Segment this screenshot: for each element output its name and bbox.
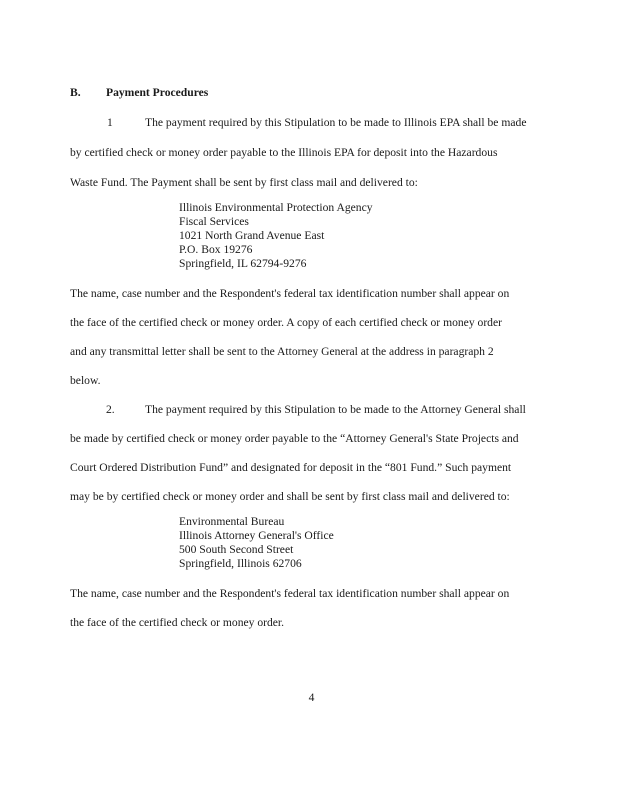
address-line: Springfield, IL 62794-9276 (179, 257, 307, 270)
paragraph-2-number: 2. (106, 403, 115, 416)
paragraph-2-line-4: may be by certified check or money order and shall be sent by first class mail and delivered to: (70, 490, 510, 503)
address-line: Illinois Attorney General's Office (179, 529, 334, 542)
paragraph-1-line-1: The payment required by this Stipulation to be made to Illinois EPA shall be made (145, 116, 527, 129)
paragraph-2-after-line-1: The name, case number and the Respondent's federal tax identification number shall appear on (70, 587, 510, 600)
address-line: Fiscal Services (179, 215, 249, 228)
paragraph-1-after-line-1: The name, case number and the Respondent's federal tax identification number shall appear on (70, 287, 510, 300)
paragraph-2-line-2: be made by certified check or money order payable to the “Attorney General's State Projects and (70, 432, 519, 445)
page-number: 4 (308, 691, 315, 704)
address-line: Environmental Bureau (179, 515, 285, 528)
address-line: 500 South Second Street (179, 543, 294, 556)
paragraph-1-line-2: by certified check or money order payable to the Illinois EPA for deposit into the Hazardous (70, 146, 498, 159)
paragraph-1-after-line-2: the face of the certified check or money order. A copy of each certified check or money order (70, 316, 502, 329)
paragraph-2-line-3: Court Ordered Distribution Fund” and designated for deposit in the “801 Fund.” Such payment (70, 461, 512, 474)
paragraph-1-after-line-4: below. (70, 374, 101, 387)
section-letter: B. (70, 86, 81, 99)
address-line: Illinois Environmental Protection Agency (179, 201, 373, 214)
paragraph-1-after-line-3: and any transmittal letter shall be sent to the Attorney General at the address in paragraph 2 (70, 345, 494, 358)
paragraph-1-number: 1 (107, 116, 113, 129)
paragraph-2-line-1: The payment required by this Stipulation to be made to the Attorney General shall (145, 403, 526, 416)
address-line: P.O. Box 19276 (179, 243, 253, 256)
address-line: 1021 North Grand Avenue East (179, 229, 325, 242)
paragraph-1-line-3: Waste Fund. The Payment shall be sent by first class mail and delivered to: (70, 176, 418, 189)
paragraph-2-after-line-2: the face of the certified check or money order. (70, 616, 285, 629)
address-line: Springfield, Illinois 62706 (179, 557, 302, 570)
section-title: Payment Procedures (106, 86, 209, 99)
